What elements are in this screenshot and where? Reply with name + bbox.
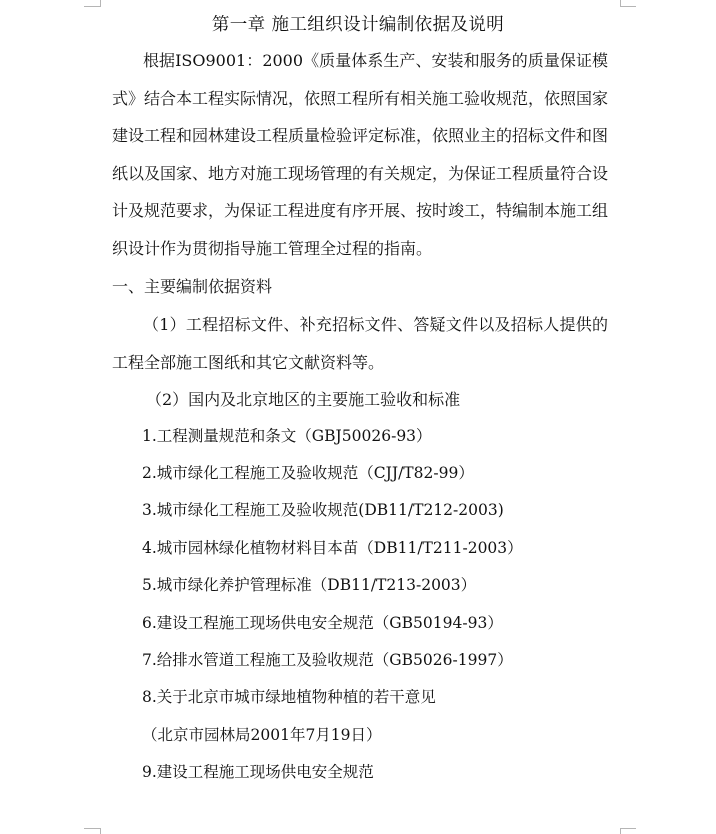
intro-paragraph: 根据ISO9001：2000《质量体系生产、安装和服务的质量保证模式》结合本工程实际情况，依照工程所有相关施工验收规范，依照国家建设工程和园林建设工程质量检验评定标准，依照业主的招标文件和图纸以及国家、地方对施工现场管理的有关规定，为保证工程质量符合设计及规范要求，为保证工程进度有序开展、按时竣工，特编制本施工组织设计作为贯彻指导施工管理全过程的指南。: [112, 51, 609, 258]
crop-mark-bottom-left: [84, 828, 100, 829]
list-item: 7.给排水管道工程施工及验收规范（GB5026-1997）: [142, 651, 513, 669]
list-item: 9.建设工程施工现场供电安全规范: [142, 763, 374, 781]
chapter-title: 第一章 施工组织设计编制依据及说明: [211, 15, 505, 35]
list-item: 8.关于北京市城市绿地植物种植的若干意见: [142, 688, 436, 706]
crop-mark-top-right-vertical: [620, 0, 621, 7]
crop-mark-bottom-left-vertical: [100, 828, 101, 834]
crop-mark-bottom-right: [620, 828, 636, 829]
crop-mark-bottom-right-vertical: [620, 828, 621, 834]
list-item: 5.城市绿化养护管理标准（DB11/T213-2003）: [142, 576, 477, 594]
list-item: 3.城市绿化工程施工及验收规范(DB11/T212-2003): [142, 501, 504, 519]
item-2-heading: （2）国内及北京地区的主要施工验收和标准: [146, 390, 461, 409]
list-item: 4.城市园林绿化植物材料目本苗（DB11/T211-2003）: [142, 539, 523, 557]
crop-mark-top-right: [620, 6, 636, 7]
list-item: 2.城市绿化工程施工及验收规范（CJJ/T82-99）: [142, 464, 474, 482]
item-1-paragraph: （1）工程招标文件、补充招标文件、答疑文件以及招标人提供的工程全部施工图纸和其它文献资料等。: [112, 315, 608, 372]
crop-mark-top-left: [84, 6, 100, 7]
crop-mark-top-left-vertical: [100, 0, 101, 7]
section-heading: 一、主要编制依据资料: [112, 277, 273, 296]
list-item: 6.建设工程施工现场供电安全规范（GB50194-93）: [142, 614, 503, 632]
list-item: 1.工程测量规范和条文（GBJ50026-93）: [142, 427, 432, 445]
list-item: （北京市园林局2001年7月19日）: [142, 726, 382, 744]
